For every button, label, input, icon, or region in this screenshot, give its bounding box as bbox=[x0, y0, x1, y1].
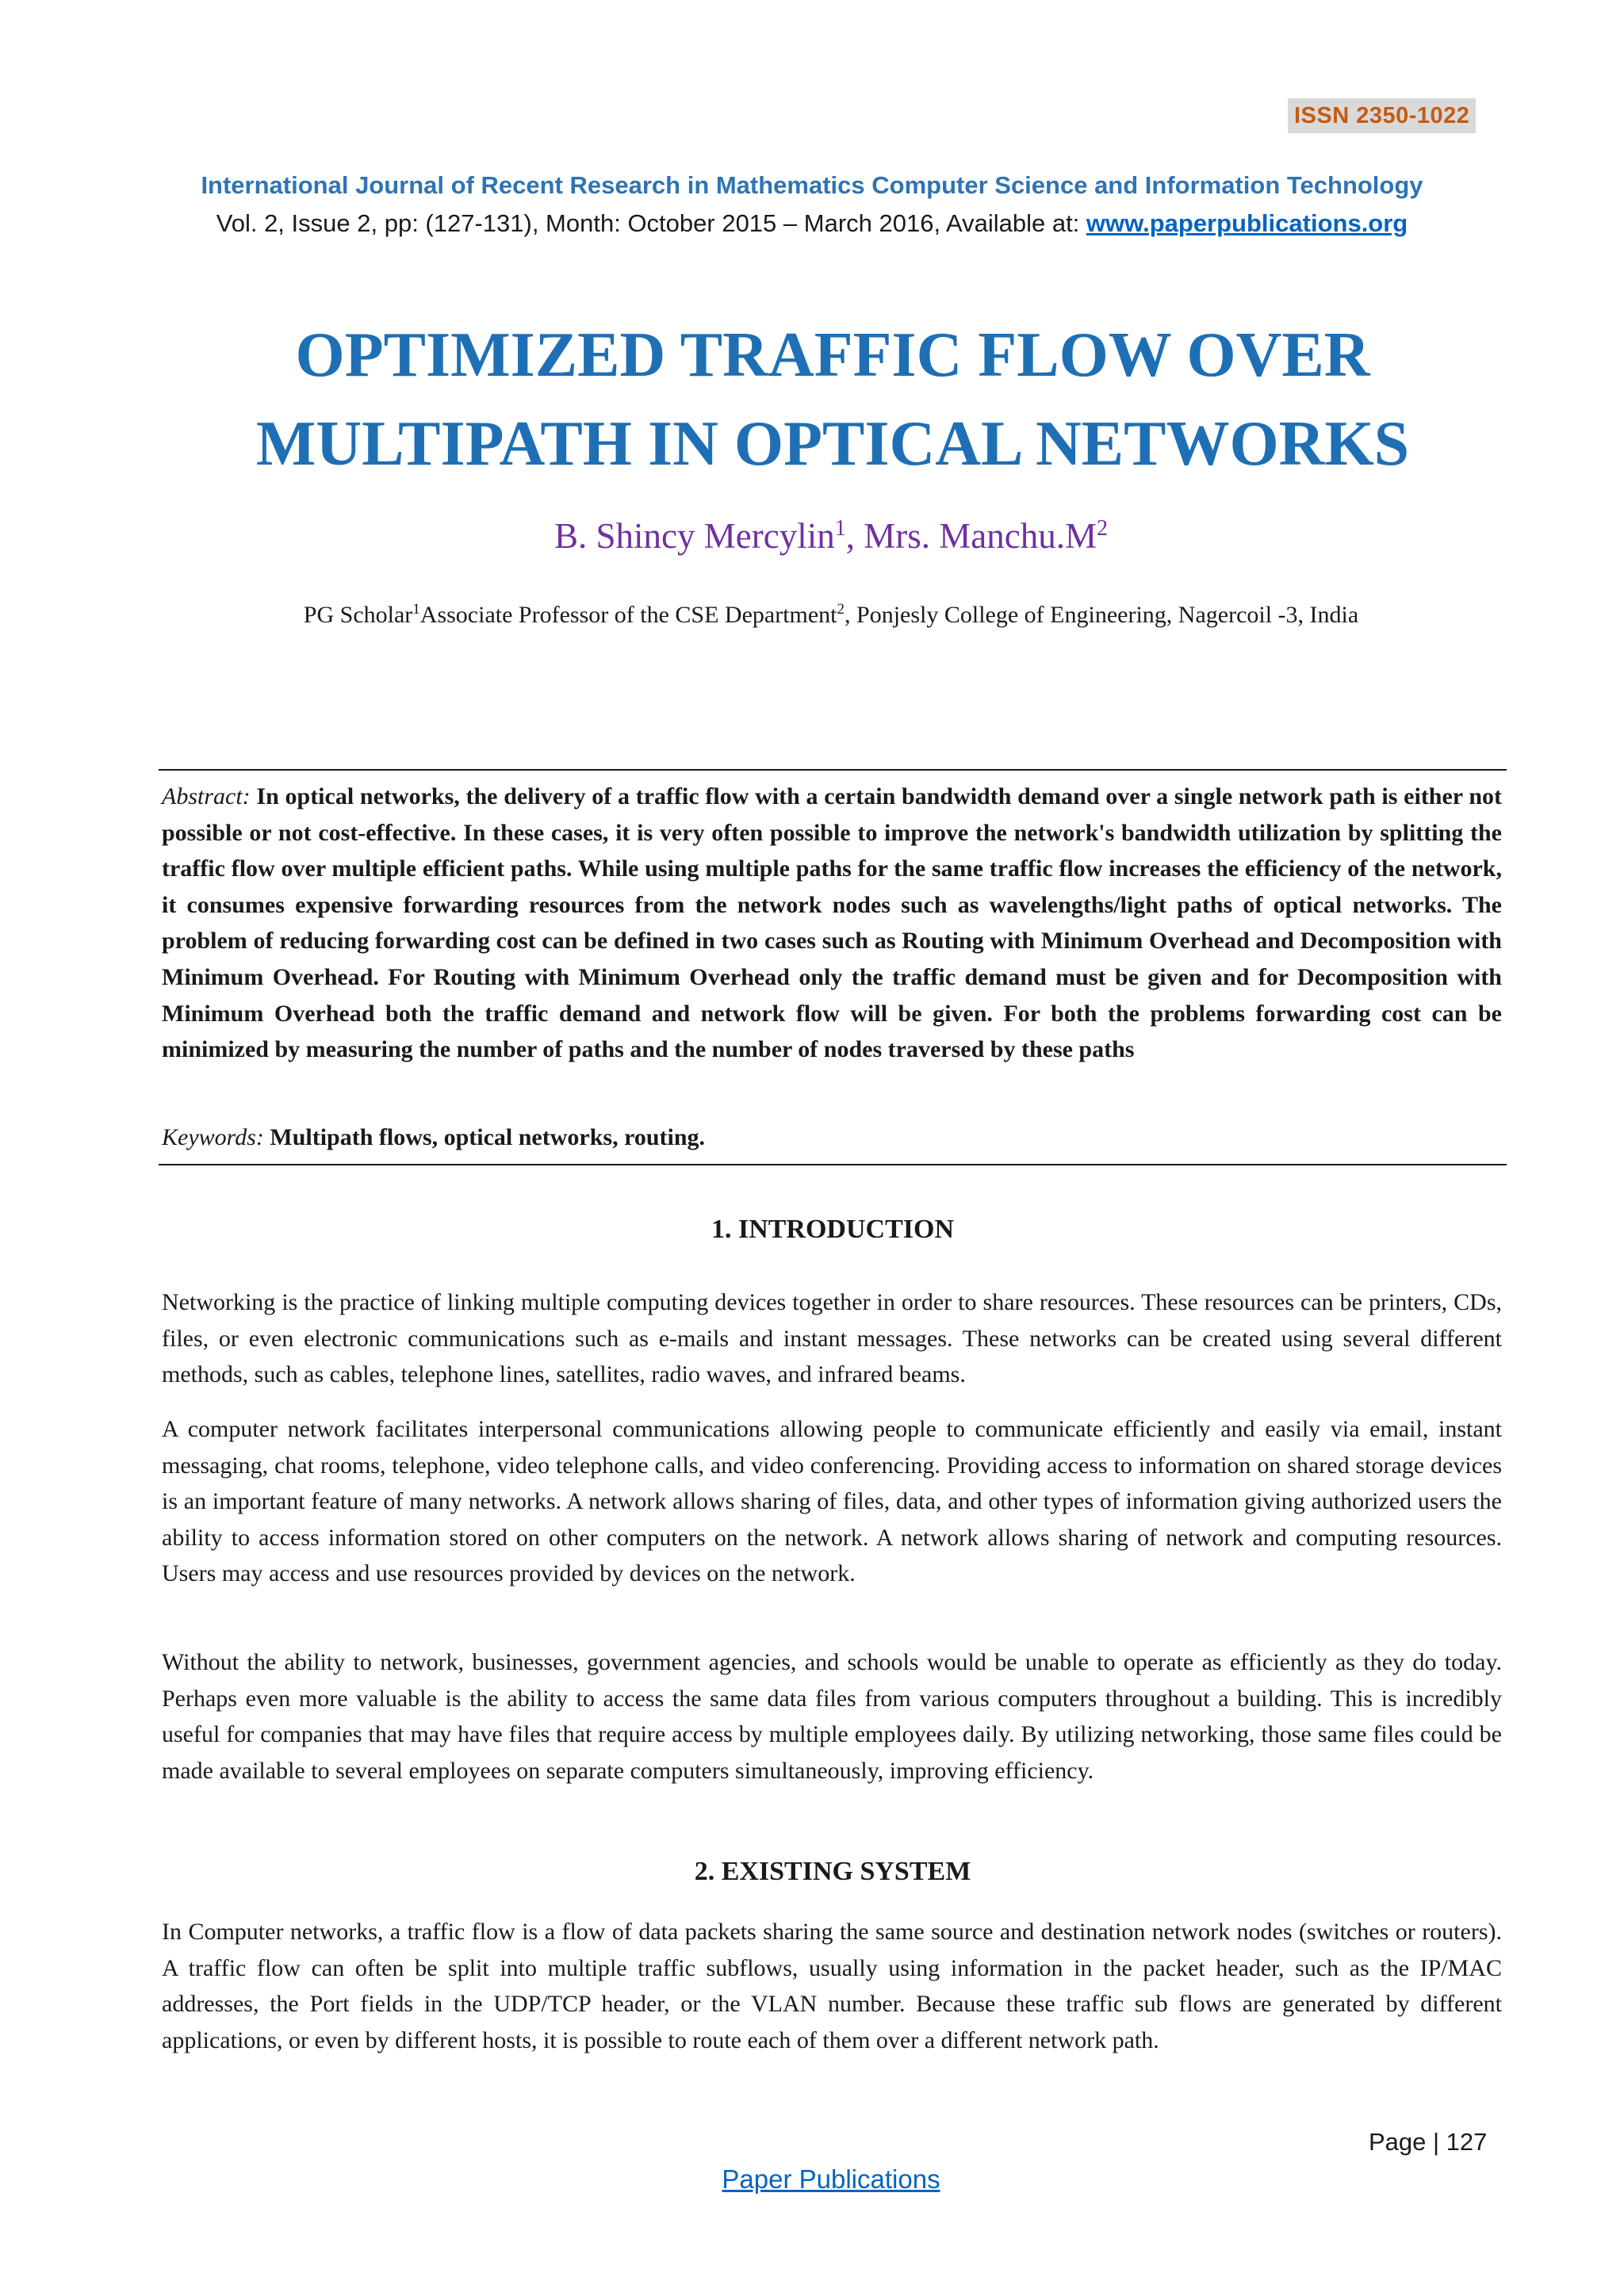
author-separator: , bbox=[845, 516, 864, 556]
volume-text: Vol. 2, Issue 2, pp: (127-131), Month: October 2015 – March 2016, Available at: bbox=[216, 209, 1086, 237]
author-1: B. Shincy Mercylin bbox=[554, 516, 835, 556]
authors bbox=[0, 515, 1624, 557]
intro-paragraph-2: A computer network facilitates interpersonal communications allowing people to communicate efficiently and easily via email, instant messaging, chat rooms, telephone, video telephone calls, and video conferencing. Providing access to information on shared storage devices is an important feature of many networks. A network allows sharing of files, data, and other types of information giving authorized users the ability to access information stored on other computers on the network. A network allows sharing of network and computing resources. Users may access and use resources provided by devices on the network. bbox=[162, 1416, 1502, 1587]
section-heading-existing-system: 2. EXISTING SYSTEM bbox=[694, 1857, 971, 1886]
abstract-bottom-rule bbox=[159, 1164, 1507, 1165]
section-heading-introduction: 1. INTRODUCTION bbox=[710, 1215, 955, 1244]
keywords-text: Multipath flows, optical networks, routing. bbox=[270, 1124, 706, 1150]
intro-paragraph-1: Networking is the practice of linking multiple computing devices together in order to share resources. These resources can be printers, CDs, files, or even electronic communications such as e-mails and instant messages. These networks can be created using several different methods, such as cables, telephone lines, satellites, radio waves, and infrared beams. bbox=[162, 1289, 1502, 1388]
issn-badge: ISSN 2350-1022 bbox=[1288, 98, 1476, 133]
affil-part-2: Associate Professor of the CSE Department bbox=[419, 602, 837, 628]
abstract-text: In optical networks, the delivery of a traffic flow with a certain bandwidth demand over a single network path is either not possible or not cost-effective. In these cases, it is very often possible to improve the network's bandwidth utilization by splitting the traffic flow over multiple efficient paths. While using multiple paths for the same traffic flow increases the efficiency of the network, it consumes expensive forwarding resources from the network nodes such as wavelengths/light paths of optical networks. The problem of reducing forwarding cost can be defined in two cases such as Routing with Minimum Overhead and Decomposition with Minimum Overhead. For Routing with Minimum Overhead only the traffic demand must be given and for Decomposition with Minimum Overhead both the traffic demand and network flow will be given. For both the problems forwarding cost can be minimized by measuring the number of paths and the number of nodes traversed by these paths bbox=[162, 783, 1502, 1063]
affil-part-3: , Ponjesly College of Engineering, Nagercoil -3, India bbox=[845, 602, 1359, 628]
author-1-sup: 1 bbox=[834, 516, 846, 541]
abstract bbox=[162, 779, 1502, 1068]
journal-name: International Journal of Recent Research in Mathematics Computer Science and Information Technology bbox=[201, 171, 1423, 199]
publisher-link[interactable]: Paper Publications bbox=[722, 2164, 940, 2194]
abstract-label: Abstract: bbox=[162, 783, 251, 809]
paper-title bbox=[0, 311, 1624, 488]
title-line-2: MULTIPATH IN OPTICAL NETWORKS bbox=[255, 409, 1410, 479]
keywords-label: Keywords: bbox=[162, 1124, 264, 1150]
existing-paragraph-1: In Computer networks, a traffic flow is a flow of data packets sharing the same source and destination network nodes (switches or routers). A traffic flow can often be split into multiple traffic subflows, usually using information in the packet header, such as the IP/MAC addresses, the Port fields in the UDP/TCP header, or the VLAN number. Because these traffic sub flows are generated by different applications, or even by different hosts, it is possible to route each of them over a different network path. bbox=[162, 1919, 1502, 2053]
volume-info bbox=[0, 209, 1624, 238]
intro-paragraph-3: Without the ability to network, businesses, government agencies, and schools would be unable to operate as efficiently as they do today. Perhaps even more valuable is the ability to access the same data files from various computers throughout a building. This is incredibly useful for companies that may have files that require access by multiple employees daily. By utilizing networking, those same files could be made available to several employees on separate computers simultaneously, improving efficiency. bbox=[162, 1649, 1502, 1784]
website-link[interactable]: www.paperpublications.org bbox=[1086, 209, 1408, 237]
keywords bbox=[162, 1119, 1502, 1155]
affiliation bbox=[0, 601, 1624, 629]
page-number: Page | 127 bbox=[1369, 2128, 1488, 2156]
author-2: Mrs. Manchu.M bbox=[864, 516, 1097, 556]
affil-sup-1: 1 bbox=[412, 601, 420, 618]
abstract-top-rule bbox=[159, 769, 1507, 771]
affil-part-1: PG Scholar bbox=[303, 602, 413, 628]
author-2-sup: 2 bbox=[1096, 516, 1108, 541]
affil-sup-2: 2 bbox=[837, 601, 845, 618]
title-line-1: OPTIMIZED TRAFFIC FLOW OVER bbox=[295, 320, 1370, 390]
